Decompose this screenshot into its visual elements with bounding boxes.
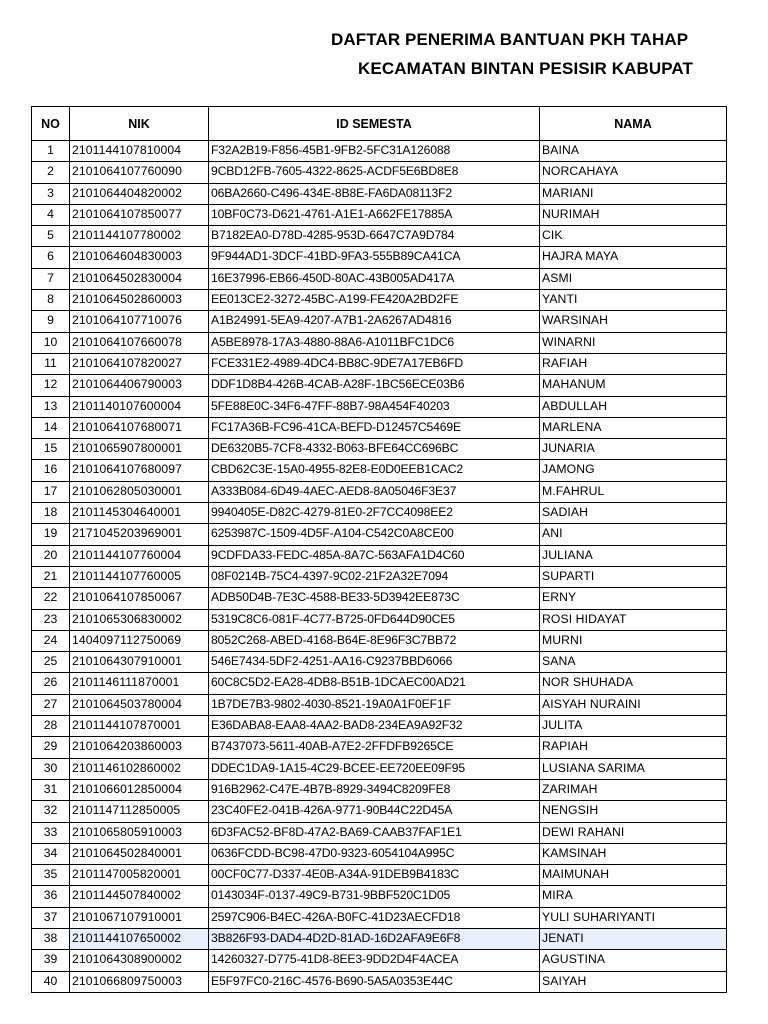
row-nik: 2101064308900002 — [70, 950, 209, 971]
table-row — [32, 439, 727, 460]
table-row — [32, 332, 727, 353]
row-nik: 2101064502840001 — [70, 843, 209, 864]
row-number: 23 — [32, 609, 70, 630]
table-row — [32, 417, 727, 438]
row-nik: 2101064107760090 — [70, 162, 209, 183]
row-nama: JULITA — [540, 716, 727, 737]
row-id-semesta: 06BA2660-C496-434E-8B8E-FA6DA08113F2 — [209, 183, 540, 204]
row-number: 36 — [32, 886, 70, 907]
row-number: 31 — [32, 779, 70, 800]
row-id-semesta: ADB50D4B-7E3C-4588-BE33-5D3942EE873C — [209, 588, 540, 609]
column-header-nik: NIK — [70, 107, 209, 141]
row-nama: ANI — [540, 524, 727, 545]
table-row — [32, 204, 727, 225]
table-row — [32, 652, 727, 673]
row-number: 2 — [32, 162, 70, 183]
row-nik: 2101144107760004 — [70, 545, 209, 566]
row-nik: 2101147112850005 — [70, 801, 209, 822]
row-number: 27 — [32, 694, 70, 715]
column-header-nama: NAMA — [540, 107, 727, 141]
table-row — [32, 694, 727, 715]
row-number: 7 — [32, 268, 70, 289]
row-number: 16 — [32, 460, 70, 481]
row-id-semesta: FC17A36B-FC96-41CA-BEFD-D12457C5469E — [209, 417, 540, 438]
row-nama: DEWI RAHANI — [540, 822, 727, 843]
table-row — [32, 247, 727, 268]
row-number: 1 — [32, 141, 70, 162]
row-nama: MAHANUM — [540, 375, 727, 396]
row-nama: SANA — [540, 652, 727, 673]
row-number: 33 — [32, 822, 70, 843]
table-row — [32, 524, 727, 545]
row-nama: BAINA — [540, 141, 727, 162]
column-header-no: NO — [32, 107, 70, 141]
row-id-semesta: 08F0214B-75C4-4397-9C02-21F2A32E7094 — [209, 566, 540, 587]
table-row — [32, 588, 727, 609]
row-id-semesta: 2597C906-B4EC-426A-B0FC-41D23AECFD18 — [209, 907, 540, 928]
table-row — [32, 460, 727, 481]
row-number: 22 — [32, 588, 70, 609]
row-nik: 2101146111870001 — [70, 673, 209, 694]
row-nama: SAIYAH — [540, 971, 727, 992]
row-nik: 2101144107780002 — [70, 226, 209, 247]
row-nik: 2101144107760005 — [70, 566, 209, 587]
row-id-semesta: 10BF0C73-D621-4761-A1E1-A662FE17885A — [209, 204, 540, 225]
row-nik: 2101064307910001 — [70, 652, 209, 673]
row-nik: 2101144107870001 — [70, 716, 209, 737]
row-nama: MURNI — [540, 630, 727, 651]
row-nik: 2101064502830004 — [70, 268, 209, 289]
row-nama: M.FAHRUL — [540, 481, 727, 502]
row-number: 15 — [32, 439, 70, 460]
row-number: 32 — [32, 801, 70, 822]
row-nama: KAMSINAH — [540, 843, 727, 864]
row-nama: ABDULLAH — [540, 396, 727, 417]
row-nama: CIK — [540, 226, 727, 247]
table-row — [32, 758, 727, 779]
row-nik: 2101144107810004 — [70, 141, 209, 162]
row-nama: JUNARIA — [540, 439, 727, 460]
column-header-id-semesta: ID SEMESTA — [209, 107, 540, 141]
row-id-semesta: 8052C268-ABED-4168-B64E-8E96F3C7BB72 — [209, 630, 540, 651]
table-row — [32, 268, 727, 289]
row-nama: SUPARTI — [540, 566, 727, 587]
table-row — [32, 971, 727, 992]
row-id-semesta: 3B826F93-DAD4-4D2D-81AD-16D2AFA9E6F8 — [209, 928, 540, 949]
row-number: 38 — [32, 928, 70, 949]
row-id-semesta: 5FE88E0C-34F6-47FF-88B7-98A454F40203 — [209, 396, 540, 417]
table-row — [32, 928, 727, 949]
row-id-semesta: 14260327-D775-41D8-8EE3-9DD2D4F4ACEA — [209, 950, 540, 971]
row-id-semesta: E36DABA8-EAA8-4AA2-BAD8-234EA9A92F32 — [209, 716, 540, 737]
row-number: 14 — [32, 417, 70, 438]
row-number: 40 — [32, 971, 70, 992]
row-id-semesta: 16E37996-EB66-450D-80AC-43B005AD417A — [209, 268, 540, 289]
row-nik: 2101144107650002 — [70, 928, 209, 949]
row-number: 37 — [32, 907, 70, 928]
table-row — [32, 843, 727, 864]
row-nama: JENATI — [540, 928, 727, 949]
row-id-semesta: E5F97FC0-216C-4576-B690-5A5A0353E44C — [209, 971, 540, 992]
row-nik: 2101064107680097 — [70, 460, 209, 481]
row-id-semesta: 9CDFDA33-FEDC-485A-8A7C-563AFA1D4C60 — [209, 545, 540, 566]
row-nik: 2101064503780004 — [70, 694, 209, 715]
document-title-line-2: KECAMATAN BINTAN PESISIR KABUPAT — [358, 59, 694, 78]
row-id-semesta: DDF1D8B4-426B-4CAB-A28F-1BC56ECE03B6 — [209, 375, 540, 396]
row-id-semesta: 6253987C-1509-4D5F-A104-C542C0A8CE00 — [209, 524, 540, 545]
row-nik: 2101065907800001 — [70, 439, 209, 460]
row-number: 17 — [32, 481, 70, 502]
row-number: 11 — [32, 353, 70, 374]
table-row — [32, 162, 727, 183]
row-nik: 2171045203969001 — [70, 524, 209, 545]
row-nama: NENGSIH — [540, 801, 727, 822]
row-nama: JAMONG — [540, 460, 727, 481]
table-row — [32, 609, 727, 630]
row-nik: 2101066809750003 — [70, 971, 209, 992]
row-number: 10 — [32, 332, 70, 353]
row-number: 30 — [32, 758, 70, 779]
table-row — [32, 822, 727, 843]
row-nama: MARLENA — [540, 417, 727, 438]
row-nama: AGUSTINA — [540, 950, 727, 971]
row-id-semesta: FCE331E2-4989-4DC4-BB8C-9DE7A17EB6FD — [209, 353, 540, 374]
row-number: 29 — [32, 737, 70, 758]
table-row — [32, 353, 727, 374]
table-row — [32, 396, 727, 417]
recipient-table — [31, 106, 727, 993]
table-row — [32, 801, 727, 822]
row-nama: ZARIMAH — [540, 779, 727, 800]
row-nik: 2101145304640001 — [70, 503, 209, 524]
row-id-semesta: 23C40FE2-041B-426A-9771-90B44C22D45A — [209, 801, 540, 822]
row-id-semesta: 1B7DE7B3-9802-4030-8521-19A0A1F0EF1F — [209, 694, 540, 715]
row-id-semesta: DDEC1DA9-1A15-4C29-BCEE-EE720EE09F95 — [209, 758, 540, 779]
document-title-line-1: DAFTAR PENERIMA BANTUAN PKH TAHAP — [331, 30, 689, 49]
table-row — [32, 375, 727, 396]
row-nama: RAFIAH — [540, 353, 727, 374]
row-id-semesta: 916B2962-C47E-4B7B-8929-3494C8209FE8 — [209, 779, 540, 800]
row-nik: 2101140107600004 — [70, 396, 209, 417]
table-row — [32, 865, 727, 886]
row-number: 18 — [32, 503, 70, 524]
table-row — [32, 226, 727, 247]
row-id-semesta: B7182EA0-D78D-4285-953D-6647C7A9D784 — [209, 226, 540, 247]
row-nama: HAJRA MAYA — [540, 247, 727, 268]
row-nama: ERNY — [540, 588, 727, 609]
row-number: 4 — [32, 204, 70, 225]
table-row — [32, 566, 727, 587]
row-id-semesta: 5319C8C6-081F-4C77-B725-0FD644D90CE5 — [209, 609, 540, 630]
row-nama: JULIANA — [540, 545, 727, 566]
table-row — [32, 950, 727, 971]
table-row — [32, 886, 727, 907]
row-id-semesta: 6D3FAC52-BF8D-47A2-BA69-CAAB37FAF1E1 — [209, 822, 540, 843]
table-row — [32, 290, 727, 311]
row-id-semesta: 9F944AD1-3DCF-41BD-9FA3-555B89CA41CA — [209, 247, 540, 268]
row-nik: 2101146102860002 — [70, 758, 209, 779]
row-nik: 2101147005820001 — [70, 865, 209, 886]
row-nama: WARSINAH — [540, 311, 727, 332]
row-nama: NORCAHAYA — [540, 162, 727, 183]
row-number: 20 — [32, 545, 70, 566]
row-nik: 2101062805030001 — [70, 481, 209, 502]
row-id-semesta: A1B24991-5EA9-4207-A7B1-2A6267AD4816 — [209, 311, 540, 332]
table-row — [32, 716, 727, 737]
row-nik: 2101064404820002 — [70, 183, 209, 204]
row-id-semesta: CBD62C3E-15A0-4955-82E8-E0D0EEB1CAC2 — [209, 460, 540, 481]
table-row — [32, 630, 727, 651]
row-number: 6 — [32, 247, 70, 268]
row-id-semesta: EE013CE2-3272-45BC-A199-FE420A2BD2FE — [209, 290, 540, 311]
row-number: 39 — [32, 950, 70, 971]
table-row — [32, 737, 727, 758]
table-header-row — [32, 107, 727, 141]
row-id-semesta: DE6320B5-7CF8-4332-B063-BFE64CC696BC — [209, 439, 540, 460]
row-nik: 2101064107820027 — [70, 353, 209, 374]
row-number: 9 — [32, 311, 70, 332]
row-nama: YULI SUHARIYANTI — [540, 907, 727, 928]
row-nik: 2101064502860003 — [70, 290, 209, 311]
row-number: 21 — [32, 566, 70, 587]
row-nik: 2101067107910001 — [70, 907, 209, 928]
row-id-semesta: 546E7434-5DF2-4251-AA16-C9237BBD6066 — [209, 652, 540, 673]
row-id-semesta: 0143034F-0137-49C9-B731-9BBF520C1D05 — [209, 886, 540, 907]
table-row — [32, 481, 727, 502]
row-number: 34 — [32, 843, 70, 864]
row-number: 5 — [32, 226, 70, 247]
row-nama: MARIANI — [540, 183, 727, 204]
row-number: 28 — [32, 716, 70, 737]
row-nama: ASMI — [540, 268, 727, 289]
row-nik: 2101064107660078 — [70, 332, 209, 353]
row-nik: 1404097112750069 — [70, 630, 209, 651]
row-nik: 2101144507840002 — [70, 886, 209, 907]
row-id-semesta: F32A2B19-F856-45B1-9FB2-5FC31A126088 — [209, 141, 540, 162]
row-number: 13 — [32, 396, 70, 417]
row-nik: 2101064203860003 — [70, 737, 209, 758]
row-nama: LUSIANA SARIMA — [540, 758, 727, 779]
row-nama: ROSI HIDAYAT — [540, 609, 727, 630]
row-id-semesta: 60C8C5D2-EA28-4DB8-B51B-1DCAEC00AD21 — [209, 673, 540, 694]
row-number: 12 — [32, 375, 70, 396]
row-nama: SADIAH — [540, 503, 727, 524]
row-nik: 2101064107710076 — [70, 311, 209, 332]
row-nama: MIRA — [540, 886, 727, 907]
row-nik: 2101064406790003 — [70, 375, 209, 396]
table-row — [32, 311, 727, 332]
table-row — [32, 503, 727, 524]
row-nama: YANTI — [540, 290, 727, 311]
row-number: 25 — [32, 652, 70, 673]
row-id-semesta: A5BE8978-17A3-4880-88A6-A1011BFC1DC6 — [209, 332, 540, 353]
row-id-semesta: 9940405E-D82C-4279-81E0-2F7CC4098EE2 — [209, 503, 540, 524]
row-number: 19 — [32, 524, 70, 545]
table-row — [32, 183, 727, 204]
row-id-semesta: B7437073-5611-40AB-A7E2-2FFDFB9265CE — [209, 737, 540, 758]
row-id-semesta: 0636FCDD-BC98-47D0-9323-6054104A995C — [209, 843, 540, 864]
row-nik: 2101065306830002 — [70, 609, 209, 630]
row-nama: NOR SHUHADA — [540, 673, 727, 694]
row-nik: 2101064107850077 — [70, 204, 209, 225]
row-nik: 2101064107850067 — [70, 588, 209, 609]
row-nik: 2101065805910003 — [70, 822, 209, 843]
row-number: 35 — [32, 865, 70, 886]
row-number: 24 — [32, 630, 70, 651]
row-nik: 2101064107680071 — [70, 417, 209, 438]
table-row — [32, 141, 727, 162]
table-body — [32, 141, 727, 993]
row-nama: AISYAH NURAINI — [540, 694, 727, 715]
table-row — [32, 545, 727, 566]
row-nama: NURIMAH — [540, 204, 727, 225]
row-nama: WINARNI — [540, 332, 727, 353]
row-nik: 2101064604830003 — [70, 247, 209, 268]
row-nik: 2101066012850004 — [70, 779, 209, 800]
table-row — [32, 779, 727, 800]
row-nama: MAIMUNAH — [540, 865, 727, 886]
row-number: 26 — [32, 673, 70, 694]
row-id-semesta: 00CF0C77-D337-4E0B-A34A-91DEB9B4183C — [209, 865, 540, 886]
table-row — [32, 907, 727, 928]
row-id-semesta: 9CBD12FB-7605-4322-8625-ACDF5E6BD8E8 — [209, 162, 540, 183]
row-nama: RAPIAH — [540, 737, 727, 758]
row-number: 3 — [32, 183, 70, 204]
row-id-semesta: A333B084-6D49-4AEC-AED8-8A05046F3E37 — [209, 481, 540, 502]
table-row — [32, 673, 727, 694]
row-number: 8 — [32, 290, 70, 311]
